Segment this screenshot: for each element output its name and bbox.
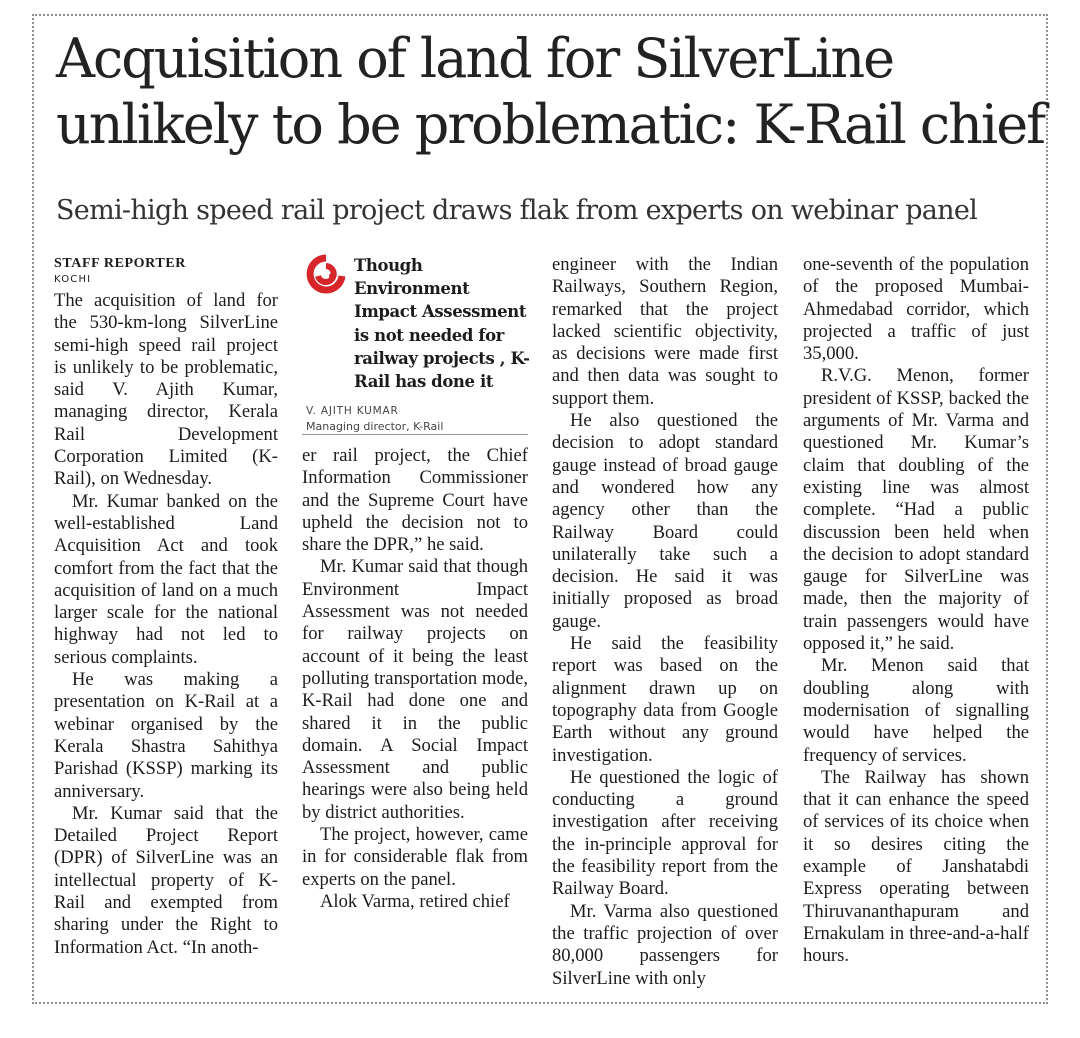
paragraph: er rail project, the Chief Information Commissioner and the Supreme Court have upheld the decision not to share the DPR,” he said.	[302, 445, 528, 556]
paragraph: Mr. Menon said that doubling along with modernisation of signalling would have helped the frequency of services.	[803, 655, 1029, 766]
paragraph: He was making a presentation on K-Rail at a webinar organised by the Kerala Shastra Sahithya Parishad (KSSP) marking its anniversary.	[54, 669, 278, 802]
paragraph: He said the feasibility report was based on the alignment drawn up on topography data from Google Earth without any ground investigation.	[552, 633, 778, 766]
pull-quote-name: V. AJITH KUMAR	[306, 405, 399, 417]
paragraph: The acquisition of land for the 530-km-long SilverLine semi-high speed rail project is unlikely to be problematic, said V. Ajith Kumar, managing director, Kerala Rail Development Corporation Limited (K-Rail), on Wednesday.	[54, 290, 278, 490]
article-column-2	[302, 254, 528, 913]
article-column-1	[54, 254, 278, 959]
headline	[56, 26, 1046, 158]
paragraph: one-seventh of the population of the proposed Mumbai-Ahmedabad corridor, which projected a traffic of just 35,000.	[803, 254, 1029, 365]
paragraph: Alok Varma, retired chief	[320, 890, 510, 912]
paragraph: R.V.G. Menon, former president of KSSP, backed the arguments of Mr. Varma and questioned Mr. Kumar’s claim that doubling of the existing line was almost complete. “Had a public discussion been held when the decision to adopt standard gauge for SilverLine was made, then the majority of train passengers would have opposed it,” he said.	[803, 365, 1029, 655]
byline: STAFF REPORTER	[54, 256, 186, 271]
paragraph: He questioned the logic of conducting a ground investigation after receiving the in-principle approval for the feasibility report from the Railway Board.	[552, 766, 778, 900]
paragraph: Mr. Kumar said that though Environment Impact Assessment was not needed for railway projects on account of it being the least polluting transportation mode, K-Rail had done one and shared it in the public domain. A Social Impact Assessment and public hearings were also being held by district authorities.	[302, 556, 528, 823]
dateline: KOCHI	[54, 274, 92, 285]
paragraph: Mr. Varma also questioned the traffic projection of over 80,000 passengers for SilverLine with only	[552, 900, 778, 989]
paragraph: Mr. Kumar said that the Detailed Project Report (DPR) of SilverLine was an intellectual property of K-Rail and exempted from sharing under the Right to Information Act. “In anoth-	[54, 802, 278, 958]
pull-quote-text: Though Environment Impact Assessment is not needed for railway projects , K-Rail has done it	[354, 256, 530, 392]
headline-line-2: unlikely to be problematic: K-Rail chief	[56, 93, 1045, 156]
pull-quote	[302, 254, 528, 435]
headline-line-1: Acquisition of land for SilverLine	[56, 27, 894, 90]
pull-quote-role: Managing director, K-Rail	[306, 420, 444, 433]
subheadline: Semi-high speed rail project draws flak from experts on webinar panel	[56, 195, 978, 226]
paragraph: Mr. Kumar banked on the well-established Land Acquisition Act and took comfort from the fact that the acquisition of land on a much larger scale for the national highway had not led to serious complaints.	[54, 490, 278, 668]
paragraph: He also questioned the decision to adopt standard gauge instead of broad gauge and wondered how any agency other than the Railway Board could unilaterally take such a decision. He said it was initially proposed as broad gauge.	[552, 410, 778, 632]
paragraph: The project, however, came in for considerable flak from experts on the panel.	[302, 824, 528, 890]
article-column-4	[803, 254, 1029, 968]
paragraph: engineer with the Indian Railways, Southern Region, remarked that the project lacked scientific objectivity, as decisions were made first and then data was sought to support them.	[552, 254, 778, 409]
paragraph: The Railway has shown that it can enhance the speed of services of its choice when it so desires citing the example of Janshatabdi Express operating between Thiruvananthapuram and Ernakulam in three-and-a-half hours.	[803, 766, 1029, 967]
article-column-3	[552, 254, 778, 990]
quote-logo-icon	[304, 254, 348, 294]
